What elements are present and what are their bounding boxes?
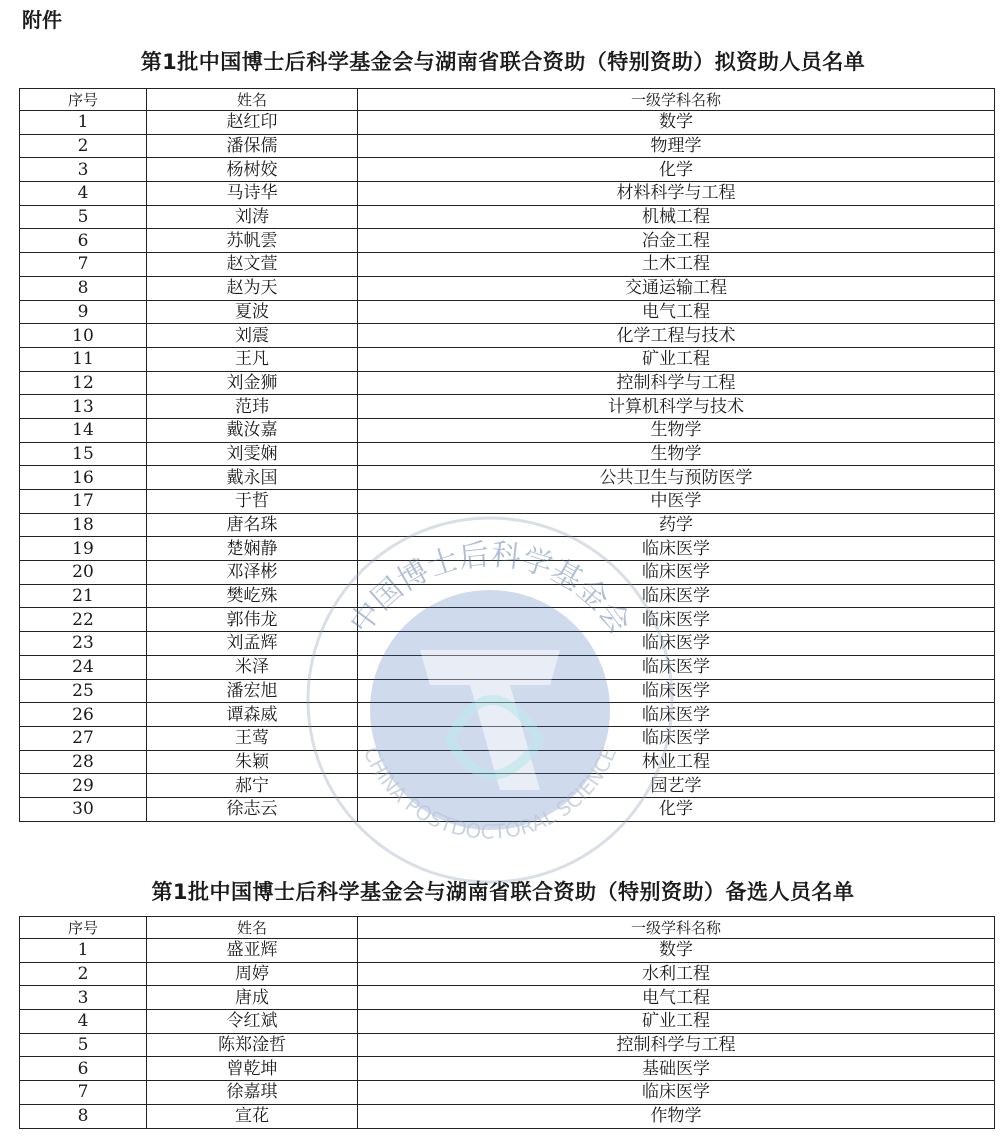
table-row xyxy=(20,1081,995,1105)
row-discipline-cell: 物理学 xyxy=(358,134,995,158)
table-row xyxy=(20,276,995,300)
row-name-cell: 刘涛 xyxy=(147,205,358,229)
table-row xyxy=(20,774,995,798)
table-row xyxy=(20,962,995,986)
table-row xyxy=(20,1104,995,1128)
row-name-cell: 范玮 xyxy=(147,395,358,419)
row-index-cell: 26 xyxy=(20,703,147,727)
row-discipline-cell: 土木工程 xyxy=(358,253,995,277)
row-name-cell: 夏波 xyxy=(147,300,358,324)
row-index-cell: 14 xyxy=(20,418,147,442)
row-discipline-cell: 园艺学 xyxy=(358,774,995,798)
row-discipline-cell: 中医学 xyxy=(358,490,995,514)
row-index-cell: 1 xyxy=(20,111,147,135)
table-row xyxy=(20,418,995,442)
row-discipline-cell: 电气工程 xyxy=(358,986,995,1010)
row-name-cell: 杨树姣 xyxy=(147,158,358,182)
table-row xyxy=(20,395,995,419)
row-index-cell: 1 xyxy=(20,939,147,963)
row-name-cell: 郭伟龙 xyxy=(147,608,358,632)
seal-top-text: 中国博士后科学基金会 xyxy=(343,537,637,641)
row-name-cell: 周婷 xyxy=(147,962,358,986)
table-row xyxy=(20,939,995,963)
row-discipline-cell: 林业工程 xyxy=(358,750,995,774)
row-name-cell: 赵为天 xyxy=(147,276,358,300)
row-name-cell: 盛亚辉 xyxy=(147,939,358,963)
table-row xyxy=(20,182,995,206)
table-row xyxy=(20,608,995,632)
row-index-cell: 15 xyxy=(20,442,147,466)
row-discipline-cell: 材料科学与工程 xyxy=(358,182,995,206)
row-name-cell: 陈郑淦哲 xyxy=(147,1033,358,1057)
row-discipline-cell: 矿业工程 xyxy=(358,347,995,371)
row-name-cell: 于哲 xyxy=(147,490,358,514)
table-row xyxy=(20,371,995,395)
row-discipline-cell: 计算机科学与技术 xyxy=(358,395,995,419)
row-index-cell: 24 xyxy=(20,655,147,679)
row-discipline-cell: 临床医学 xyxy=(358,655,995,679)
table-row xyxy=(20,490,995,514)
funded-list-title: 第1批中国博士后科学基金会与湖南省联合资助（特别资助）拟资助人员名单 xyxy=(140,50,866,74)
row-name-cell: 刘金狮 xyxy=(147,371,358,395)
alternate-list-table xyxy=(19,916,995,1129)
row-index-cell: 29 xyxy=(20,774,147,798)
row-index-cell: 5 xyxy=(20,1033,147,1057)
row-name-cell: 戴永国 xyxy=(147,466,358,490)
row-index-cell: 12 xyxy=(20,371,147,395)
row-index-cell: 7 xyxy=(20,253,147,277)
table-row xyxy=(20,797,995,821)
table-row xyxy=(20,111,995,135)
row-discipline-cell: 控制科学与工程 xyxy=(358,371,995,395)
row-index-cell: 11 xyxy=(20,347,147,371)
attachment-label: 附件 xyxy=(22,8,62,32)
row-name-cell: 苏帆雲 xyxy=(147,229,358,253)
row-index-cell: 4 xyxy=(20,1010,147,1034)
table-row xyxy=(20,513,995,537)
funded-list-table xyxy=(19,88,995,822)
row-discipline-cell: 化学 xyxy=(358,158,995,182)
column-header-name: 姓名 xyxy=(147,917,358,939)
row-name-cell: 马诗华 xyxy=(147,182,358,206)
row-index-cell: 23 xyxy=(20,632,147,656)
row-discipline-cell: 药学 xyxy=(358,513,995,537)
row-index-cell: 2 xyxy=(20,134,147,158)
row-index-cell: 8 xyxy=(20,276,147,300)
row-discipline-cell: 基础医学 xyxy=(358,1057,995,1081)
table-row xyxy=(20,561,995,585)
row-index-cell: 9 xyxy=(20,300,147,324)
row-discipline-cell: 冶金工程 xyxy=(358,229,995,253)
row-name-cell: 刘孟辉 xyxy=(147,632,358,656)
row-discipline-cell: 数学 xyxy=(358,939,995,963)
row-index-cell: 6 xyxy=(20,1057,147,1081)
row-discipline-cell: 控制科学与工程 xyxy=(358,1033,995,1057)
row-name-cell: 刘雯娴 xyxy=(147,442,358,466)
row-index-cell: 20 xyxy=(20,561,147,585)
row-discipline-cell: 化学工程与技术 xyxy=(358,324,995,348)
table-row xyxy=(20,584,995,608)
column-header-index: 序号 xyxy=(20,89,147,111)
row-name-cell: 赵红印 xyxy=(147,111,358,135)
table-row xyxy=(20,324,995,348)
table-row xyxy=(20,205,995,229)
row-index-cell: 25 xyxy=(20,679,147,703)
row-index-cell: 2 xyxy=(20,962,147,986)
table-row xyxy=(20,134,995,158)
row-discipline-cell: 生物学 xyxy=(358,418,995,442)
row-index-cell: 19 xyxy=(20,537,147,561)
table-row xyxy=(20,442,995,466)
table-row xyxy=(20,253,995,277)
table-header-row xyxy=(20,89,995,111)
row-discipline-cell: 临床医学 xyxy=(358,608,995,632)
row-index-cell: 21 xyxy=(20,584,147,608)
row-discipline-cell: 机械工程 xyxy=(358,205,995,229)
row-discipline-cell: 公共卫生与预防医学 xyxy=(358,466,995,490)
row-discipline-cell: 临床医学 xyxy=(358,632,995,656)
row-name-cell: 赵文萱 xyxy=(147,253,358,277)
row-name-cell: 潘宏旭 xyxy=(147,679,358,703)
row-index-cell: 30 xyxy=(20,797,147,821)
table-row xyxy=(20,726,995,750)
table-row xyxy=(20,347,995,371)
row-index-cell: 10 xyxy=(20,324,147,348)
seal-bottom-text: CHINA POSTDOCTORAL SCIENCE xyxy=(358,743,622,844)
row-index-cell: 16 xyxy=(20,466,147,490)
row-name-cell: 令红斌 xyxy=(147,1010,358,1034)
table-row xyxy=(20,537,995,561)
row-discipline-cell: 数学 xyxy=(358,111,995,135)
row-index-cell: 18 xyxy=(20,513,147,537)
row-discipline-cell: 矿业工程 xyxy=(358,1010,995,1034)
row-index-cell: 8 xyxy=(20,1104,147,1128)
column-header-discipline: 一级学科名称 xyxy=(358,89,995,111)
row-name-cell: 王凡 xyxy=(147,347,358,371)
row-name-cell: 潘保儒 xyxy=(147,134,358,158)
row-name-cell: 郝宁 xyxy=(147,774,358,798)
row-name-cell: 楚娴静 xyxy=(147,537,358,561)
row-discipline-cell: 生物学 xyxy=(358,442,995,466)
row-name-cell: 曾乾坤 xyxy=(147,1057,358,1081)
table-row xyxy=(20,1057,995,1081)
row-index-cell: 17 xyxy=(20,490,147,514)
row-name-cell: 唐名珠 xyxy=(147,513,358,537)
table-row xyxy=(20,703,995,727)
row-discipline-cell: 临床医学 xyxy=(358,679,995,703)
table-row xyxy=(20,632,995,656)
row-name-cell: 徐嘉琪 xyxy=(147,1081,358,1105)
row-discipline-cell: 化学 xyxy=(358,797,995,821)
column-header-index: 序号 xyxy=(20,917,147,939)
row-index-cell: 13 xyxy=(20,395,147,419)
row-name-cell: 刘震 xyxy=(147,324,358,348)
row-index-cell: 4 xyxy=(20,182,147,206)
row-name-cell: 朱颖 xyxy=(147,750,358,774)
row-discipline-cell: 临床医学 xyxy=(358,726,995,750)
table-row xyxy=(20,466,995,490)
row-discipline-cell: 临床医学 xyxy=(358,703,995,727)
table-row xyxy=(20,229,995,253)
table-row xyxy=(20,1033,995,1057)
row-name-cell: 樊屹殊 xyxy=(147,584,358,608)
row-name-cell: 戴汝嘉 xyxy=(147,418,358,442)
row-index-cell: 27 xyxy=(20,726,147,750)
row-discipline-cell: 交通运输工程 xyxy=(358,276,995,300)
row-name-cell: 唐成 xyxy=(147,986,358,1010)
column-header-name: 姓名 xyxy=(147,89,358,111)
table-row xyxy=(20,1010,995,1034)
row-discipline-cell: 作物学 xyxy=(358,1104,995,1128)
row-discipline-cell: 水利工程 xyxy=(358,962,995,986)
row-discipline-cell: 电气工程 xyxy=(358,300,995,324)
row-index-cell: 3 xyxy=(20,986,147,1010)
row-name-cell: 谭森威 xyxy=(147,703,358,727)
table-row xyxy=(20,300,995,324)
column-header-discipline: 一级学科名称 xyxy=(358,917,995,939)
row-discipline-cell: 临床医学 xyxy=(358,537,995,561)
row-name-cell: 徐志云 xyxy=(147,797,358,821)
row-name-cell: 邓泽彬 xyxy=(147,561,358,585)
row-index-cell: 22 xyxy=(20,608,147,632)
table-row xyxy=(20,750,995,774)
table-row xyxy=(20,986,995,1010)
row-discipline-cell: 临床医学 xyxy=(358,584,995,608)
row-index-cell: 7 xyxy=(20,1081,147,1105)
row-name-cell: 米泽 xyxy=(147,655,358,679)
table-row xyxy=(20,158,995,182)
table-row xyxy=(20,655,995,679)
alternate-list-title: 第1批中国博士后科学基金会与湖南省联合资助（特别资助）备选人员名单 xyxy=(151,880,855,904)
row-index-cell: 6 xyxy=(20,229,147,253)
table-row xyxy=(20,679,995,703)
row-name-cell: 王莺 xyxy=(147,726,358,750)
row-discipline-cell: 临床医学 xyxy=(358,561,995,585)
row-index-cell: 28 xyxy=(20,750,147,774)
row-index-cell: 3 xyxy=(20,158,147,182)
row-name-cell: 宣花 xyxy=(147,1104,358,1128)
table-header-row xyxy=(20,917,995,939)
row-index-cell: 5 xyxy=(20,205,147,229)
row-discipline-cell: 临床医学 xyxy=(358,1081,995,1105)
